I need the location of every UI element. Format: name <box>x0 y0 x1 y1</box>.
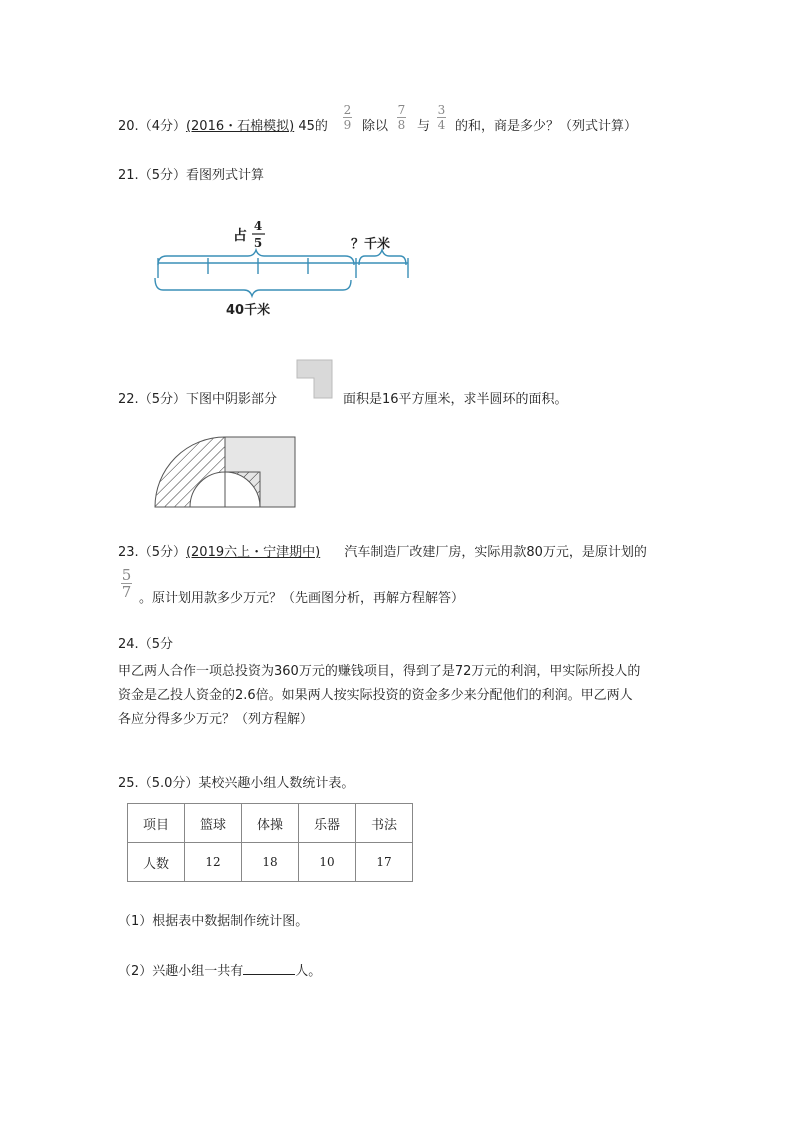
q24-line <box>118 633 173 652</box>
q25-sub1: （1）根据表中数据制作统计图。 <box>118 914 309 929</box>
table-header-row <box>128 804 413 843</box>
q23-line-a <box>118 541 647 560</box>
frac-denominator: 8 <box>397 118 406 132</box>
q21-line <box>118 164 264 183</box>
q21-text: 看图列式计算 <box>185 168 264 183</box>
q22-semicircle-ring-figure <box>150 432 310 512</box>
frac-denominator: 9 <box>343 118 352 132</box>
frac-numerator: 5 <box>121 566 132 584</box>
q25-score: （5.0分） <box>138 776 199 791</box>
q21-top-frac-den: 5 <box>253 236 263 250</box>
q24-score: （5分 <box>138 637 173 652</box>
q20-fraction-2 <box>397 104 406 131</box>
q22-line-a <box>118 388 277 407</box>
q23-source: (2019六上・宁津期中) <box>185 545 321 560</box>
table-cell: 18 <box>242 843 299 882</box>
table-cell: 12 <box>185 843 242 882</box>
table-cell: 17 <box>356 843 413 882</box>
table-cell: 体操 <box>242 804 299 843</box>
q23-fraction <box>121 568 132 599</box>
table-cell: 篮球 <box>185 804 242 843</box>
q20-text-d: 的和，商是多少？（列式计算） <box>455 119 638 134</box>
q24-line-3: 各应分得多少万元？（列方程解） <box>118 712 314 727</box>
q23-text-a: 汽车制造厂改建厂房，实际用款80万元，是原计划的 <box>344 545 647 560</box>
q25-sub2-text-a: （2）兴趣小组一共有 <box>118 964 244 979</box>
frac-denominator: 7 <box>121 583 132 601</box>
q25-number: 25. <box>118 776 139 791</box>
q24-line-2: 资金是乙投人资金的2.6倍。如果两人按实际投资的资金多少来分配他们的利润。甲乙两人 <box>118 688 633 703</box>
q20-text-b: 除以 <box>362 119 389 134</box>
q20-number: 20. <box>118 119 139 134</box>
q22-score: （5分） <box>138 392 186 407</box>
table-row <box>128 843 413 882</box>
frac-numerator: 3 <box>437 103 446 117</box>
q21-right-label: ？千米 <box>351 237 391 252</box>
frac-numerator: 7 <box>397 103 406 117</box>
table-cell: 10 <box>299 843 356 882</box>
q21-score: （5分） <box>138 168 186 183</box>
q25-line <box>118 772 354 791</box>
q25-sub2-text-b: 人。 <box>295 964 322 979</box>
q21-bottom-label: 40千米 <box>226 303 271 318</box>
table-cell: 书法 <box>356 804 413 843</box>
table-cell: 人数 <box>128 843 185 882</box>
q25-text: 某校兴趣小组人数统计表。 <box>198 776 355 791</box>
q22-number: 22. <box>118 392 139 407</box>
q24-body <box>118 660 678 732</box>
q20-fraction-3 <box>437 104 446 131</box>
q24-number: 24. <box>118 637 139 652</box>
q20-text-a: 45的 <box>298 119 328 134</box>
q20-text-c: 与 <box>417 119 431 134</box>
q22-shaded-part-figure <box>295 358 345 403</box>
q22-text-b: 面积是16平方厘米，求半圆环的面积。 <box>343 392 568 407</box>
q21-number: 21. <box>118 168 139 183</box>
table-cell: 项目 <box>128 804 185 843</box>
answer-blank[interactable] <box>243 962 295 975</box>
table-cell: 乐器 <box>299 804 356 843</box>
q22-text-a: 下图中阴影部分 <box>185 392 277 407</box>
q20-score: （4分） <box>138 119 186 134</box>
q25-sub2 <box>118 960 321 979</box>
q23-text-b: 。原计划用款多少万元？（先画图分析，再解方程解答） <box>139 591 465 606</box>
q25-stats-table <box>127 803 413 882</box>
q24-line-1: 甲乙两人合作一项总投资为360万元的赚钱项目，得到了是72万元的利润，甲实际所投人的 <box>118 664 641 679</box>
q23-score: （5分） <box>138 545 186 560</box>
q21-top-label: 占 <box>233 228 247 244</box>
q23-number: 23. <box>118 545 139 560</box>
q20-fraction-1 <box>343 104 352 131</box>
frac-numerator: 2 <box>343 103 352 117</box>
q20-source: (2016・石棉模拟) <box>185 119 295 134</box>
q20-line <box>118 115 328 134</box>
frac-denominator: 4 <box>437 118 446 132</box>
q21-top-frac-num: 4 <box>253 219 263 233</box>
